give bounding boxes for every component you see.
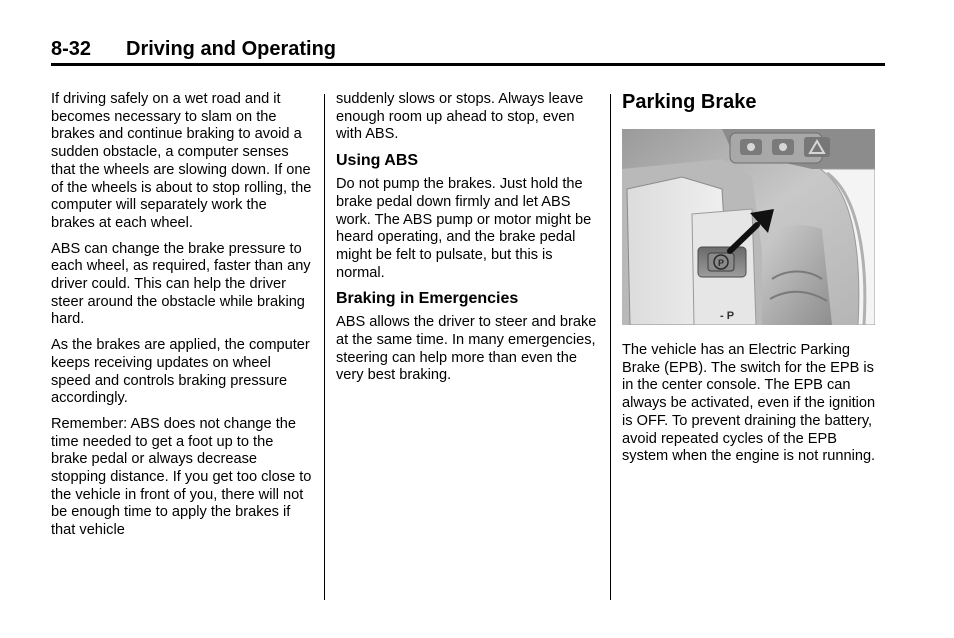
paragraph: Remember: ABS does not change the time needed to get a foot up to the brake pedal or always decrease stopping distance. If you get too close to the vehicle in front of you, there will not be enough time to apply the brakes if that vehicle: [51, 415, 312, 539]
section-title: Driving and Operating: [126, 38, 337, 60]
subheading-using-abs: Using ABS: [336, 152, 419, 170]
column-divider: [324, 94, 325, 600]
paragraph: ABS allows the driver to steer and brake at the same time. In many emergencies, steering can help more than even the very best braking.: [336, 314, 597, 384]
paragraph: As the brakes are applied, the computer keeps receiving updates on wheel speed and controls braking pressure accordingly.: [51, 337, 310, 407]
epb-switch-symbol: P: [717, 258, 725, 268]
column-3: [622, 91, 880, 474]
column-divider: [610, 94, 611, 600]
paragraph: The vehicle has an Electric Parking Brake (EPB). The switch for the EPB is in the center console. The EPB can always be activated, even if the ignition is OFF. To prevent draining the battery, avoid repeated cycles of the EPB system when the engine is not running.: [622, 342, 876, 465]
column-2: [336, 91, 598, 393]
paragraph: Do not pump the brakes. Just hold the brake pedal down firmly and let ABS work. The ABS pump or motor might be heard operating, and the brake pedal might be felt to pulsate, but this is normal.: [336, 176, 592, 281]
paragraph: If driving safely on a wet road and it becomes necessary to slam on the brakes and continue braking to avoid a sudden obstacle, a computer senses that the wheels are slowing down. If one of the wheels is about to stop rolling, the computer will separately work the brakes at each wheel.: [51, 91, 312, 231]
header-rule: [51, 63, 885, 66]
paragraph: ABS can change the brake pressure to each wheel, as required, faster than any driver could. This can help the driver steer around the obstacle while braking hard.: [51, 240, 311, 328]
parking-brake-switch-illustration: [622, 129, 875, 325]
paragraph: suddenly slows or stops. Always leave enough room up ahead to stop, even with ABS.: [336, 91, 584, 143]
page-number: 8-32: [51, 38, 92, 60]
section-heading: Parking Brake: [622, 91, 757, 113]
subheading-braking-emergencies: Braking in Emergencies: [336, 290, 519, 308]
column-1: [51, 91, 313, 548]
gear-position-label: - P: [720, 310, 735, 322]
page-header: [51, 38, 885, 62]
